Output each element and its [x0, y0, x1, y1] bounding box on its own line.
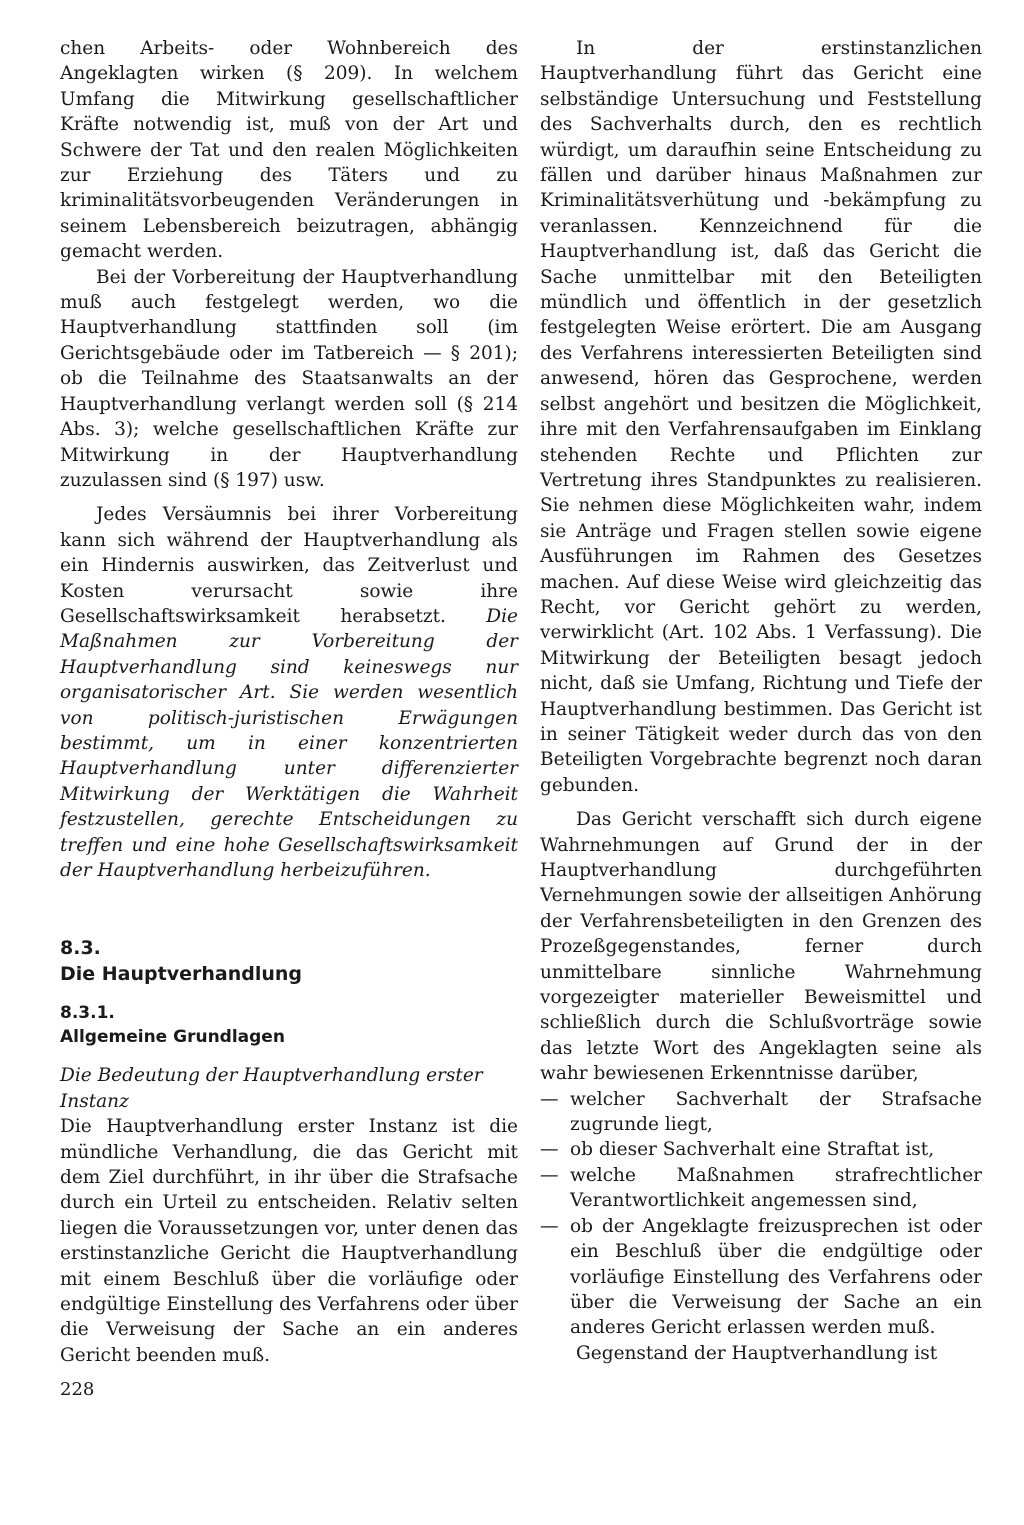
subsection-heading: [60, 1001, 518, 1049]
paragraph: Die Hauptverhandlung erster Instanz ist die mündliche Verhandlung, die das Gericht mit dem Ziel durchführt, in ihr über die Strafsache durch ein Urteil zu entscheiden. Relativ selten liegen die Voraussetzungen vor, unter denen das erstinstanzliche Gericht die Hauptverhandlung mit einem Beschluß über die vorläufige oder endgültige Einstellung des Verfahrens oder über die Verweisung der Sache an ein anderes Gericht beenden muß.: [60, 1116, 518, 1366]
paragraph-regular-text: Jedes Versäumnis bei ihrer Vorbereitung kann sich während der Hauptverhandlung als ein Hindernis auswirken, das Zeitverlust und Kosten verursacht sowie ihre Gesellschaftswirksamkeit herabsetzt.: [60, 504, 518, 627]
list-item-text: welcher Sachverhalt der Strafsache zugrunde liegt,: [570, 1088, 982, 1136]
paragraph: Das Gericht verschafft sich durch eigene Wahrnehmungen auf Grund der in der Hauptverhandlung durchgeführten Vernehmungen sowie der allseitigen Anhörung der Verfahrensbeteiligten in den Grenzen des Prozeßgegenstandes, ferner durch unmittelbare sinnliche Wahrnehmung vorgezeigter materieller Beweismittel und schließlich durch die Schlußvorträge sowie das letzte Wort des Angeklagten seine als wahr bewiesenen Erkenntnisse darüber,: [540, 809, 982, 1085]
list-item-text: welche Maßnahmen strafrechtlicher Verantwortlichkeit angemessen sind,: [570, 1164, 982, 1212]
section-number: 8.3.: [60, 937, 101, 960]
list-item: [540, 1163, 982, 1214]
subsection-number: 8.3.1.: [60, 1003, 115, 1024]
paragraph: [60, 502, 518, 883]
paragraph: Gegenstand der Hauptverhandlung ist: [576, 1342, 938, 1364]
list-item: [540, 1214, 982, 1341]
page-number: 228: [60, 1379, 95, 1400]
section-title: Die Hauptverhandlung: [60, 963, 302, 986]
dash-bullet: —: [540, 1088, 559, 1110]
dash-list: [540, 1087, 982, 1341]
italic-subheading: Die Bedeutung der Hauptverhandlung erster Instanz: [60, 1065, 483, 1112]
list-item: [540, 1087, 982, 1138]
list-item: [540, 1137, 982, 1162]
paragraph: In der erstinstanzlichen Hauptverhandlung führt das Gericht eine selbständige Untersuchung und Feststellung des Sachverhalts durch, den es rechtlich würdigt, um daraufhin seine Entscheidung zu fällen und darüber hinaus Maßnahmen zur Kriminalitätsverhütung und -bekämpfung zu veranlassen. Kennzeichnend für die Hauptverhandlung ist, daß das Gericht die Sache unmittelbar mit den Beteiligten mündlich und öffentlich in der gesetzlich festgelegten Weise erörtert. Die am Ausgang des Verfahrens interessierten Beteiligten sind anwesend, hören das Gesprochene, werden selbst angehört und besitzen die Möglichkeit, ihre mit den Verfahrensaufgaben im Einklang stehenden Rechte und Pflichten zur Vertretung ihres Standpunktes zu realisieren. Sie nehmen diese Möglichkeiten wahr, indem sie Anträge und Fragen stellen sowie eigene Ausführungen im Rahmen des Gesetzes machen. Auf diese Weise wird gleichzeitig das Recht, vor Gericht gehört zu werden, verwirklicht (Art. 102 Abs. 1 Verfassung). Die Mitwirkung der Beteiligten besagt jedoch nicht, daß sie Umfang, Richtung und Tiefe der Hauptverhandlung bestimmen. Das Gericht ist in seiner Tätigkeit weder durch das von den Beteiligten Vorgebrachte begrenzt noch daran gebunden.: [540, 38, 982, 796]
subsection-title: Allgemeine Grundlagen: [60, 1027, 285, 1048]
paragraph: Bei der Vorbereitung der Hauptverhandlung muß auch festgelegt werden, wo die Hauptverhandlung stattfinden soll (im Gerichtsgebäude oder im Tatbereich — § 201); ob die Teilnahme des Staatsanwalts an der Hauptverhandlung verlangt werden soll (§ 214 Abs. 3); welche gesellschaftlichen Kräfte zur Mitwirkung in der Hauptverhandlung zuzulassen sind (§ 197) usw.: [60, 266, 518, 491]
section-heading: [60, 935, 518, 987]
dash-bullet: —: [540, 1215, 559, 1237]
list-item-text: ob dieser Sachverhalt eine Straftat ist,: [570, 1139, 935, 1161]
left-column: [60, 36, 518, 1368]
dash-bullet: —: [540, 1164, 559, 1186]
list-item-text: ob der Angeklagte freizusprechen ist oder ein Beschluß über die endgültige oder vorläufige Einstellung des Verfahrens oder über die Verweisung der Sache an ein anderes Gericht erlassen werden muß.: [570, 1215, 982, 1339]
paragraph-italic-text: Die Maßnahmen zur Vorbereitung der Hauptverhandlung sind keineswegs nur organisatorischer Art. Sie werden wesentlich von politisch-juristischen Erwägungen bestimmt, um in einer konzentrierten Hauptverhandlung unter differenzierter Mitwirkung der Werktätigen die Wahrheit festzustellen, gerechte Entscheidungen zu treffen und eine hohe Gesellschaftswirksamkeit der Hauptverhandlung herbeizuführen.: [60, 605, 518, 881]
dash-bullet: —: [540, 1139, 559, 1161]
right-column: [540, 36, 982, 1366]
paragraph: chen Arbeits- oder Wohnbereich des Angeklagten wirken (§ 209). In welchem Umfang die Mitwirkung gesellschaftlicher Kräfte notwendig ist, muß von der Art und Schwere der Tat und den realen Möglichkeiten zur Erziehung des Täters und zu kriminalitätsvorbeugenden Veränderungen in seinem Lebensbereich beizutragen, abhängig gemacht werden.: [60, 38, 518, 263]
